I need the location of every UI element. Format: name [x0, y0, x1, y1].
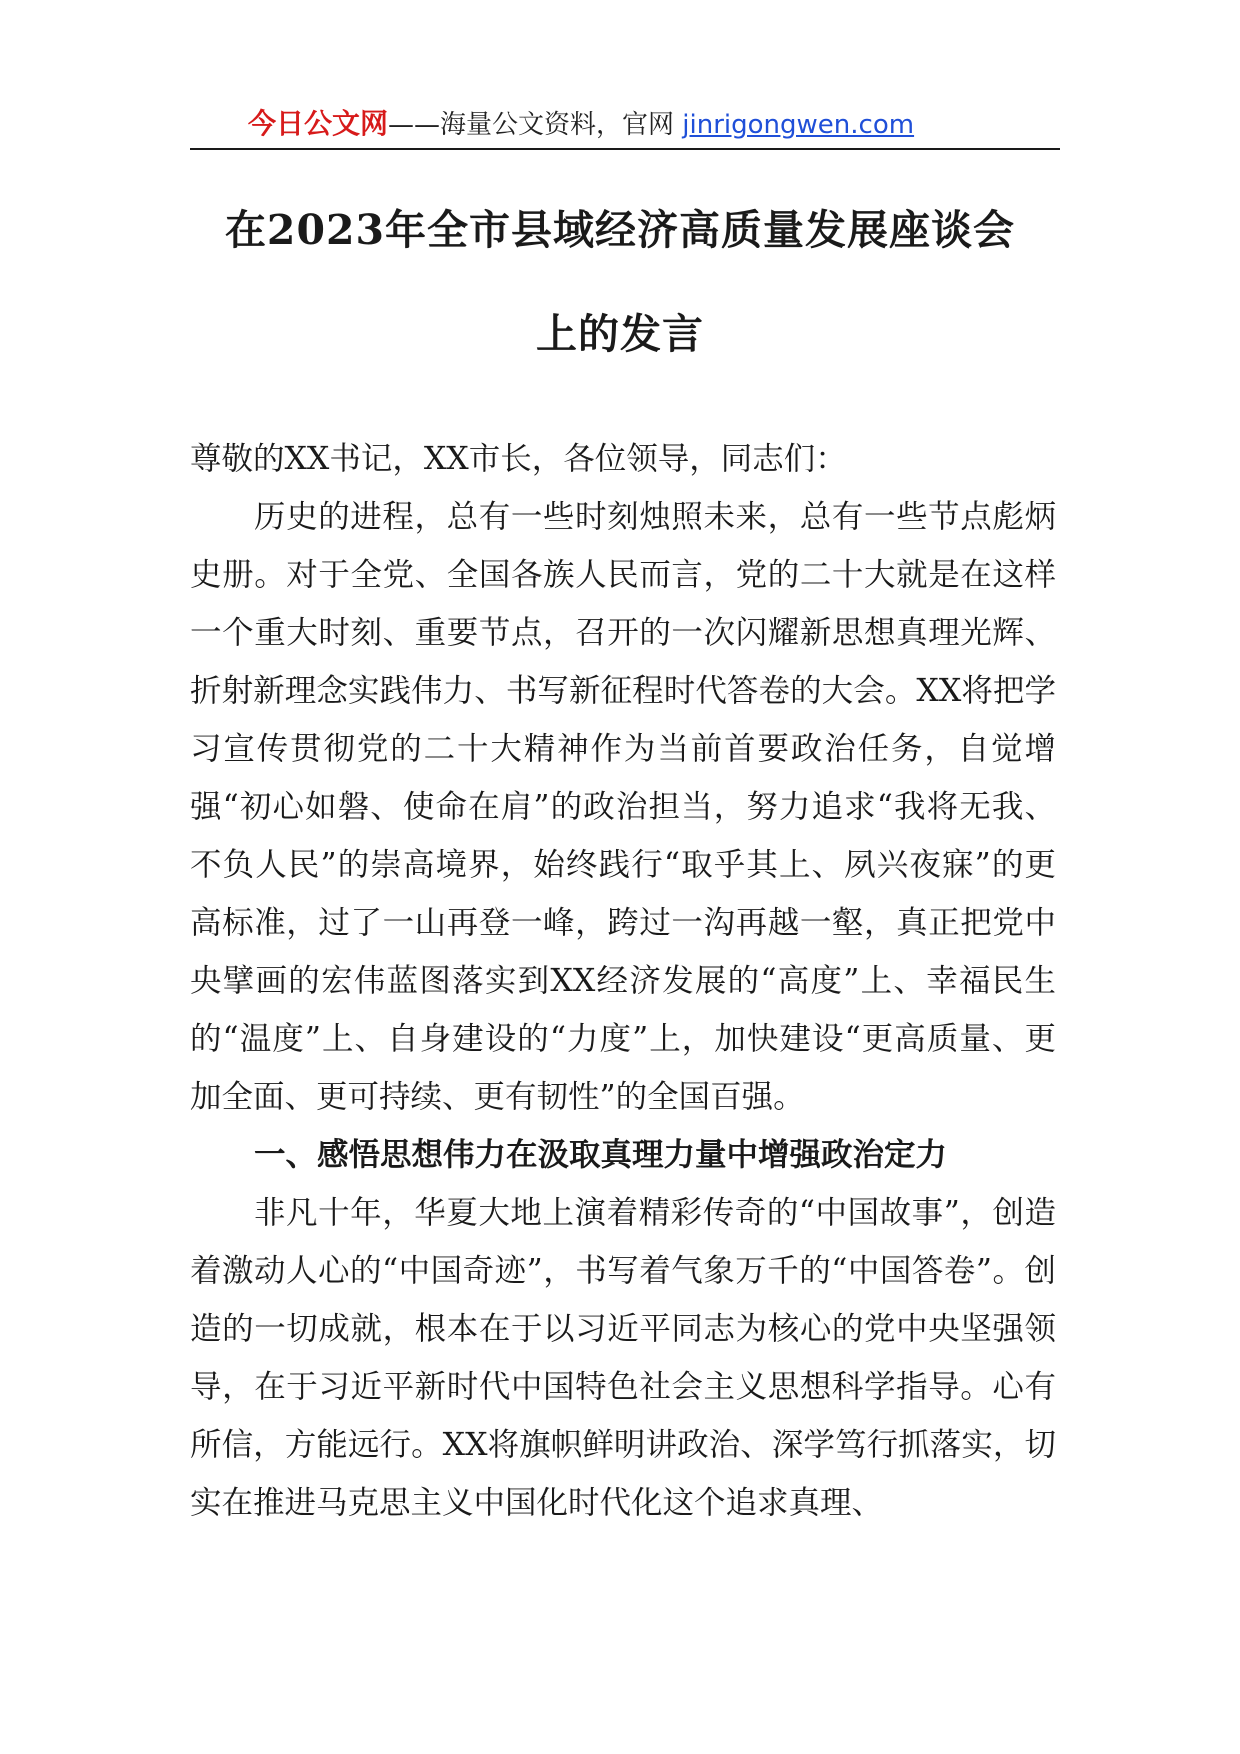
website-link[interactable]: jinrigongwen.com — [682, 110, 915, 140]
salutation: 尊敬的XX书记，XX市长，各位领导，同志们： — [190, 441, 847, 477]
title-line-2: 上的发言 — [536, 310, 704, 358]
page-header — [190, 104, 1060, 148]
paragraph-1: 历史的进程，总有一些时刻烛照未来，总有一些节点彪炳史册。对于全党、全国各族人民而言，党的二十大就是在这样一个重大时刻、重要节点，召开的一次闪耀新思想真理光辉、折射新理念实践伟力、书写新征程时代答卷的大会。XX将把学习宣传贯彻党的二十大精神作为当前首要政治任务，自觉增强“初心如磐、使命在肩”的政治担当，努力追求“我将无我、不负人民”的崇高境界，始终践行“取乎其上、夙兴夜寐”的更高标准，过了一山再登一峰，跨过一沟再越一壑，真正把党中央擘画的宏伟蓝图落实到XX经济发展的“高度”上、幸福民生的“温度”上、自身建设的“力度”上，加快建设“更高质量、更加全面、更可持续、更有韧性”的全国百强。 — [190, 499, 1056, 1115]
document-body — [190, 430, 1056, 1532]
title-line-1: 在2023年全市县域经济高质量发展座谈会 — [224, 206, 1016, 254]
section-heading-1: 一、感悟思想伟力在汲取真理力量中增强政治定力 — [254, 1137, 948, 1173]
document-title — [160, 178, 1080, 386]
paragraph-2: 非凡十年，华夏大地上演着精彩传奇的“中国故事”，创造着激动人心的“中国奇迹”，书写着气象万千的“中国答卷”。创造的一切成就，根本在于以习近平同志为核心的党中央坚强领导，在于习近平新时代中国特色社会主义思想科学指导。心有所信，方能远行。XX将旗帜鲜明讲政治、深学笃行抓落实，切实在推进马克思主义中国化时代化这个追求真理、 — [190, 1195, 1056, 1521]
header-divider — [190, 148, 1060, 150]
header-tagline: 海量公文资料，官网 — [440, 110, 675, 140]
header-line — [248, 104, 914, 145]
header-separator: —— — [388, 110, 441, 140]
brand-name: 今日公文网 — [248, 107, 389, 140]
